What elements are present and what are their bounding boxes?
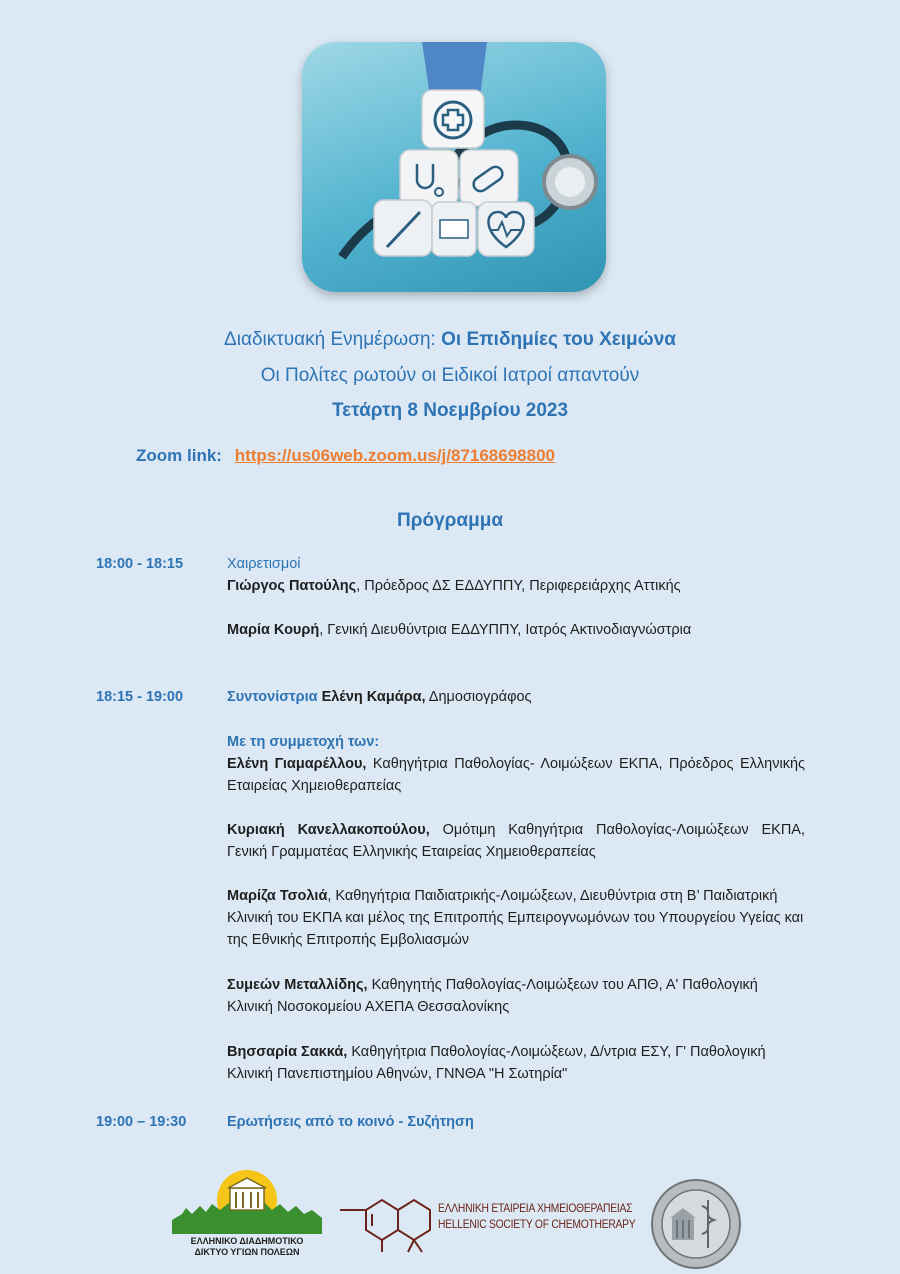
speaker-name: Ελένη Γιαμαρέλλου, bbox=[227, 756, 367, 772]
speaker-entry bbox=[227, 753, 805, 797]
speaker-role: Καθηγητής Παθολογίας-Λοιμώξεων του ΑΠΘ, Α' Παθολογική Κλινική Νοσοκομείου ΑΧΕΠΑ Θεσσαλονίκης bbox=[227, 977, 758, 1015]
university-seal-logo bbox=[650, 1178, 742, 1270]
speaker-role: Καθηγήτρια Παθολογίας-Λοιμώξεων, Δ/ντρια ΕΣΥ, Γ' Παθολογική Κλινική Πανεπιστημίου Αθηνών, ΓΝΝΘΑ "Η Σωτηρία" bbox=[227, 1044, 766, 1082]
zoom-row bbox=[136, 446, 555, 466]
session-heading: Χαιρετισμοί bbox=[227, 556, 301, 572]
speaker-name: Συμεών Μεταλλίδης, bbox=[227, 977, 368, 993]
program-title: Πρόγραμμα bbox=[396, 510, 503, 531]
moderator-label: Συντονίστρια bbox=[227, 689, 318, 705]
speaker-role: Καθηγήτρια Παθολογίας- Λοιμώξεων ΕΚΠΑ, Πρόεδρος Ελληνικής Εταιρείας Χημειοθεραπείας bbox=[227, 756, 805, 794]
medical-cubes-illustration bbox=[302, 42, 606, 292]
event-subtitle: Οι Πολίτες ρωτούν οι Ειδικοί Ιατροί απαντούν bbox=[260, 365, 640, 386]
speaker-role: , Πρόεδρος ΔΣ ΕΔΔΥΠΠΥ, Περιφερειάρχης Αττικής bbox=[356, 578, 681, 594]
speaker-name: Μαρία Κουρή bbox=[227, 622, 320, 638]
speaker-name: Βησσαρία Σακκά, bbox=[227, 1044, 348, 1060]
speaker-role: , Καθηγήτρια Παιδιατρικής-Λοιμώξεων, Διευθύντρια στη Β’ Παιδιατρική Κλινική του ΕΚΠΑ και μέλος της Επιτροπής Εμπειρογνωμόνων του Υπουργείου Υγείας και της Εθνικής Επιτροπής Εμβολιασμών bbox=[227, 888, 804, 948]
edd-logo-line1: ΕΛΛΗΝΙΚΟ ΔΙΑΔΗΜΟΤΙΚΟ bbox=[190, 1236, 304, 1246]
moderator-role: Δημοσιογράφος bbox=[428, 689, 532, 705]
speaker-entry bbox=[227, 819, 805, 863]
edd-logo-line2: ΔΙΚΤΥΟ ΥΓΙΩΝ ΠΟΛΕΩΝ bbox=[194, 1247, 300, 1257]
speaker-name: Κυριακή Κανελλακοπούλου, bbox=[227, 822, 430, 838]
moderator-entry bbox=[227, 686, 805, 708]
speaker-entry bbox=[227, 619, 805, 641]
zoom-label: Zoom link: bbox=[136, 446, 222, 465]
session-time: 18:00 - 18:15 bbox=[96, 556, 184, 572]
chemo-logo-line1: ΕΛΛΗΝΙΚΗ ΕΤΑΙΡΕΙΑ ΧΗΜΕΙΟΘΕΡΑΠΕΙΑΣ bbox=[438, 1201, 633, 1215]
hero-image bbox=[302, 42, 606, 292]
event-title-topic: Οι Επιδημίες του Χειμώνα bbox=[441, 329, 676, 350]
speaker-role: , Γενική Διευθύντρια ΕΔΔΥΠΠΥ, Ιατρός Ακτινοδιαγνώστρια bbox=[319, 622, 692, 638]
session-time: 19:00 – 19:30 bbox=[96, 1114, 187, 1130]
session-time: 18:15 - 19:00 bbox=[96, 689, 184, 705]
participants-label: Με τη συμμετοχή των: bbox=[227, 734, 380, 750]
chemotherapy-society-logo-mark bbox=[338, 1190, 438, 1256]
moderator-name: Ελένη Καμάρα, bbox=[321, 689, 426, 705]
speaker-name: Γιώργος Πατούλης bbox=[227, 578, 357, 594]
partner-logos bbox=[0, 1168, 900, 1268]
speaker-entry bbox=[227, 575, 805, 597]
healthy-cities-network-logo bbox=[172, 1168, 322, 1260]
speaker-entry bbox=[227, 1041, 805, 1085]
event-title bbox=[0, 329, 900, 351]
event-title-prefix: Διαδικτυακή Ενημέρωση: bbox=[224, 329, 436, 350]
chemotherapy-society-logo-text bbox=[438, 1200, 636, 1232]
session-heading: Ερωτήσεις από το κοινό - Συζήτηση bbox=[227, 1114, 474, 1130]
speaker-name: Μαρίζα Τσολιά bbox=[227, 888, 328, 904]
chemo-logo-line2: HELLENIC SOCIETY OF CHEMOTHERAPY bbox=[438, 1217, 636, 1231]
speaker-entry bbox=[227, 885, 805, 951]
event-date: Τετάρτη 8 Νοεμβρίου 2023 bbox=[331, 400, 569, 421]
speaker-role: Ομότιμη Καθηγήτρια Παθολογίας-Λοιμώξεων ΕΚΠΑ, Γενική Γραμματέας Ελληνικής Εταιρείας Χημειοθεραπείας bbox=[227, 822, 805, 860]
zoom-link[interactable]: https://us06web.zoom.us/j/87168698800 bbox=[234, 446, 555, 465]
speaker-entry bbox=[227, 974, 805, 1018]
